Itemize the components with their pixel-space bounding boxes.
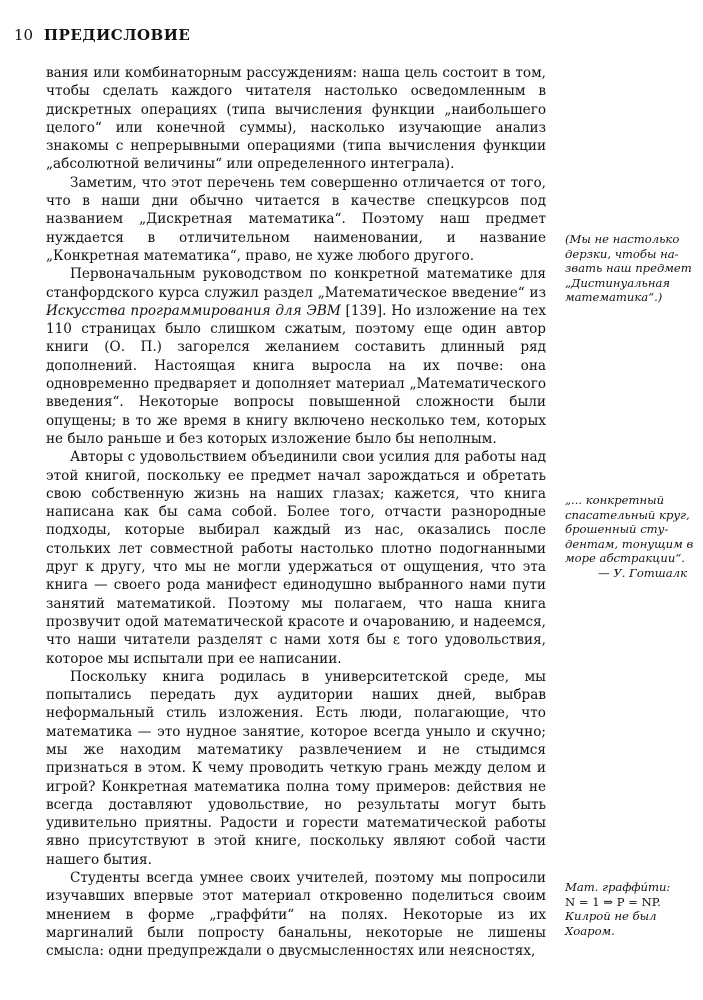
margin-note-line: спасательный круг,: [565, 507, 690, 522]
margin-note-line: математика“.): [565, 290, 663, 305]
margin-note-formula: N = 1 ⇒ P = NP.: [565, 894, 661, 909]
paragraph-text: Заметим, что этот перечень тем совершенно отличается от того, что в наши дни обычно читается в качестве спецкурсов под названием „Дискретная математика“. Поэтому наш предмет нуждается в отличительном наименовании, и название „Конкретная математика“, право, не хуже любого другого.: [46, 174, 546, 264]
margin-note-line: Хоаром.: [565, 923, 615, 938]
margin-note-line: звать наш предмет: [565, 261, 692, 276]
margin-note: [565, 880, 701, 938]
margin-note-attribution: — У. Готшалк: [598, 565, 687, 580]
paragraph-text: Первоначальным руководством по конкретной математике для станфордского курса служил раздел „Математическое введение“ из: [46, 266, 546, 301]
page-number: 10: [14, 26, 34, 44]
margin-note: [565, 232, 701, 305]
paragraph-text: Студенты всегда умнее своих учителей, поэтому мы попросили изучавших впервые этот материал откровенно поделиться своим мнением в форме „граффи́ти“ на полях. Некоторые из их маргиналий были попросту банальны, некоторые не лишены смысла: одни предупреждали о двусмысленностях или неясностях,: [46, 870, 546, 960]
paragraph-text: вания или комбинаторным рассуждениям: наша цель состоит в том, чтобы сделать каждого читателя настолько осведомленным в дискретных операциях (типа вычисления функции „наибольшего целого“ или конечной суммы), насколько изучающие анализ знакомы с непрерывными операциями (типа вычисления функции „абсолютной величины“ или определенного интеграла).: [46, 65, 546, 173]
margin-note-line: море абстракции“.: [565, 551, 685, 566]
paragraph-text: Поскольку книга родилась в университетской среде, мы попытались передать дух аудитории наших дней, выбрав неформальный стиль изложения. Есть люди, полагающие, что математика — это нудное занятие, которое всегда уныло и скучно; мы же находим математику развлечением и не стыдимся признаться в этом. К чему проводить четкую грань между делом и игрой? Конкретная математика полна тому примеров: действия не всегда доставляют удовольствие, но результаты могут быть удивительно приятны. Радости и горести математической работы явно присутствуют в этой книге, поскольку являют собой части нашего бытия.: [46, 668, 546, 868]
margin-note-line: (Мы не настолько: [565, 232, 680, 246]
margin-note-line: „Дистинуальная: [565, 275, 671, 290]
paragraph: [46, 869, 546, 960]
book-title-italic: Искусства программирования для ЭВМ: [46, 302, 341, 319]
margin-note: [565, 493, 701, 581]
margin-note-line: Килрой не был: [565, 909, 657, 924]
main-text: [46, 64, 546, 961]
paragraph-text: Авторы с удовольствием объединили свои усилия для работы над этой книгой, поскольку ее предмет начал зарождаться и обретать свою собственную жизнь на наших глазах; кажется, что книга написана как бы сама собой. Более того, отчасти разнородные подходы, которые выбирал каждый из нас, оказались после стольких лет совместной работы настолько плотно подогнанными друг к другу, что мы не могли удержаться от ощущения, что эта книга — своего рода манифест единодушно выбранного нами пути занятий математикой. Поэтому мы полагаем, что наша книга прозвучит одой математической красоте и очарованию, и надеемся, что наши читатели разделят с нами хотя бы ε того удовольствия, которое мы испытали при ее написании.: [46, 449, 546, 667]
paragraph: [46, 448, 546, 668]
paragraph: [46, 265, 546, 448]
paragraph-text: [139]. Но изложение на тех 110 страницах было слишком сжатым, поэтому еще один автор книги (О. П.) загорелся желанием составить длинный ряд дополнений. Настоящая книга выросла на их почве: она одновременно предваряет и дополняет материал „Математического введения“. Некоторые вопросы повышенной сложности были опущены; в то же время в книгу включено несколько тем, которых не было раньше и без которых изложение было бы неполным.: [46, 302, 546, 447]
paragraph: [46, 174, 546, 265]
margin-note-line: „... конкретный: [565, 493, 665, 507]
margin-note-line: Мат. граффи́ти:: [565, 880, 671, 894]
paragraph: [46, 668, 546, 869]
margin-note-line: дентам, тонущим в: [565, 536, 694, 551]
margin-note-line: брошенный сту-: [565, 522, 669, 537]
page-header: [14, 26, 190, 44]
paragraph: [46, 64, 546, 174]
margin-note-line: дерзки, чтобы на-: [565, 246, 679, 261]
chapter-title: ПРЕДИСЛОВИЕ: [43, 26, 191, 44]
